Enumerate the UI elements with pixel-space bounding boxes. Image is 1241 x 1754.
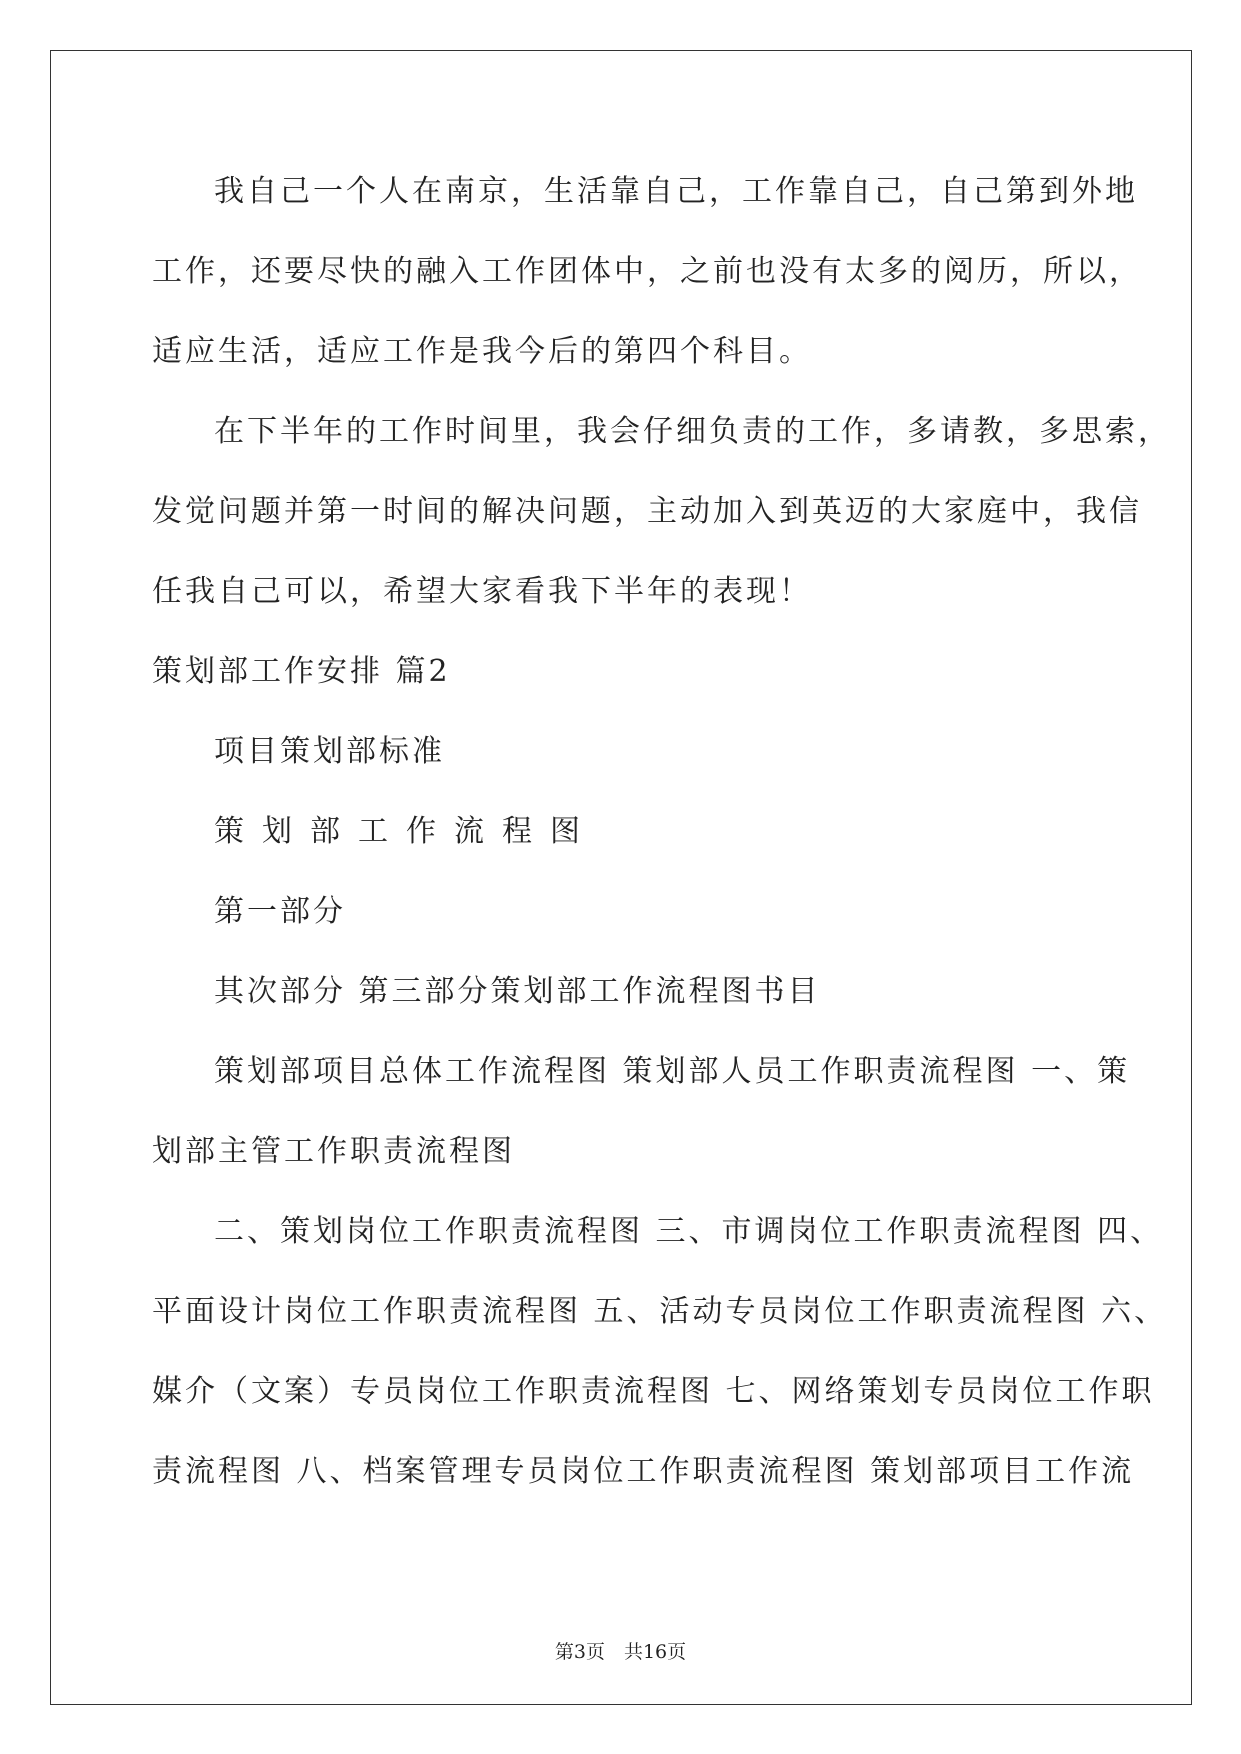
text-line: 策划部项目总体工作流程图 策划部人员工作职责流程图 一、策 [214,1054,1131,1089]
text-line: 策划部工作流程图 [214,814,598,849]
text-line: 其次部分 第三部分策划部工作流程图书目 [214,974,821,1009]
text-line: 工作，还要尽快的融入工作团体中，之前也没有太多的阅历，所以， [152,254,1142,289]
text-line: 项目策划部标准 [214,734,445,769]
paragraph [152,712,1092,792]
text-line: 划部主管工作职责流程图 [152,1134,515,1169]
text-line: 责流程图 八、档案管理专员岗位工作职责流程图 策划部项目工作流 [152,1454,1135,1489]
section-heading [152,632,1092,712]
page-number-footer: 第3页 共16页 [554,1641,687,1663]
paragraph [152,1032,1131,1192]
text-line: 平面设计岗位工作职责流程图 五、活动专员岗位工作职责流程图 六、 [152,1294,1168,1329]
text-line: 媒介（文案）专员岗位工作职责流程图 七、网络策划专员岗位工作职 [152,1374,1155,1409]
paragraph [152,952,1092,1032]
text-line: 在下半年的工作时间里，我会仔细负责的工作，多请教，多思索， [214,414,1171,449]
paragraph [152,792,1092,872]
text-line: 发觉问题并第一时间的解决问题，主动加入到英迈的大家庭中，我信 [152,494,1142,529]
text-line: 第一部分 [214,894,346,929]
text-line: 二、策划岗位工作职责流程图 三、市调岗位工作职责流程图 四、 [214,1214,1164,1249]
text-line: 适应生活，适应工作是我今后的第四个科目。 [152,334,812,369]
paragraph [152,1192,1168,1512]
paragraph [152,392,1171,632]
paragraph [152,152,1142,392]
document-body [152,152,1171,1512]
text-line: 任我自己可以，希望大家看我下半年的表现！ [152,574,812,609]
text-line: 我自己一个人在南京，生活靠自己，工作靠自己，自己第到外地 [214,174,1138,209]
paragraph [152,872,1092,952]
heading-text: 策划部工作安排 篇2 [152,654,451,689]
